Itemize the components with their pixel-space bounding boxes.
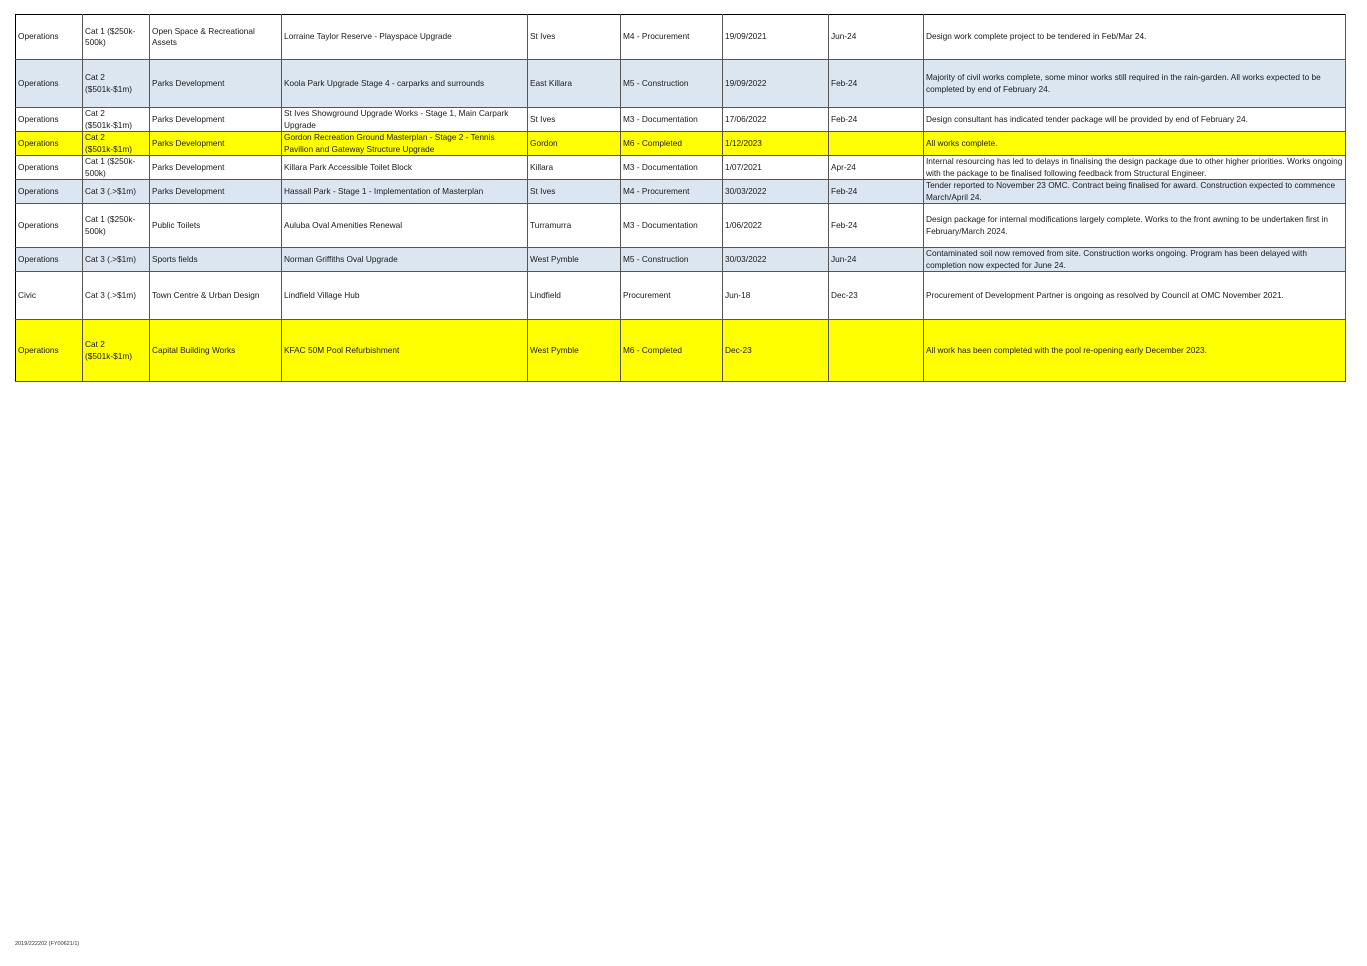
- suburb-cell: East Killara: [528, 60, 621, 108]
- department-cell: Operations: [16, 320, 83, 382]
- project-cell: Hassall Park - Stage 1 - Implementation of Masterplan: [282, 180, 528, 204]
- due-date-cell: Apr-24: [829, 156, 924, 180]
- category-cell: Cat 1 ($250k-500k): [83, 204, 150, 248]
- milestone-cell: M4 - Procurement: [621, 15, 723, 60]
- start-date-cell: Jun-18: [723, 272, 829, 320]
- milestone-cell: Procurement: [621, 272, 723, 320]
- suburb-cell: Lindfield: [528, 272, 621, 320]
- due-date-cell: [829, 320, 924, 382]
- start-date-cell: Dec-23: [723, 320, 829, 382]
- start-date-cell: 17/06/2022: [723, 108, 829, 132]
- milestone-cell: M3 - Documentation: [621, 108, 723, 132]
- department-cell: Operations: [16, 60, 83, 108]
- milestone-cell: M4 - Procurement: [621, 180, 723, 204]
- due-date-cell: Feb-24: [829, 108, 924, 132]
- comments-cell: Majority of civil works complete, some minor works still required in the rain-garden. All works expected to be completed by end of February 24.: [924, 60, 1346, 108]
- program-cell: Open Space & Recreational Assets: [150, 15, 282, 60]
- milestone-cell: M5 - Construction: [621, 60, 723, 108]
- due-date-cell: Jun-24: [829, 15, 924, 60]
- due-date-cell: Feb-24: [829, 180, 924, 204]
- department-cell: Operations: [16, 108, 83, 132]
- department-cell: Operations: [16, 132, 83, 156]
- project-cell: Norman Griffiths Oval Upgrade: [282, 248, 528, 272]
- suburb-cell: St Ives: [528, 180, 621, 204]
- category-cell: Cat 3 (.>$1m): [83, 272, 150, 320]
- milestone-cell: M6 - Completed: [621, 132, 723, 156]
- project-cell: Lindfield Village Hub: [282, 272, 528, 320]
- comments-cell: Design consultant has indicated tender package will be provided by end of February 24.: [924, 108, 1346, 132]
- start-date-cell: 19/09/2022: [723, 60, 829, 108]
- category-cell: Cat 2 ($501k-$1m): [83, 320, 150, 382]
- project-cell: KFAC 50M Pool Refurbishment: [282, 320, 528, 382]
- table-row: [16, 272, 1346, 320]
- table-row: [16, 248, 1346, 272]
- start-date-cell: 30/03/2022: [723, 180, 829, 204]
- program-cell: Parks Development: [150, 60, 282, 108]
- project-cell: St Ives Showground Upgrade Works - Stage 1, Main Carpark Upgrade: [282, 108, 528, 132]
- project-cell: Auluba Oval Amenities Renewal: [282, 204, 528, 248]
- comments-cell: Design work complete project to be tendered in Feb/Mar 24.: [924, 15, 1346, 60]
- suburb-cell: West Pymble: [528, 248, 621, 272]
- table-row: [16, 320, 1346, 382]
- department-cell: Operations: [16, 156, 83, 180]
- program-cell: Parks Development: [150, 108, 282, 132]
- comments-cell: Procurement of Development Partner is ongoing as resolved by Council at OMC November 2021.: [924, 272, 1346, 320]
- category-cell: Cat 2 ($501k-$1m): [83, 60, 150, 108]
- program-cell: Town Centre & Urban Design: [150, 272, 282, 320]
- program-cell: Parks Development: [150, 132, 282, 156]
- program-cell: Parks Development: [150, 156, 282, 180]
- table-row: [16, 60, 1346, 108]
- category-cell: Cat 2 ($501k-$1m): [83, 108, 150, 132]
- category-cell: Cat 1 ($250k-500k): [83, 15, 150, 60]
- milestone-cell: M3 - Documentation: [621, 156, 723, 180]
- project-cell: Killara Park Accessible Toilet Block: [282, 156, 528, 180]
- milestone-cell: M5 - Construction: [621, 248, 723, 272]
- table-row: [16, 15, 1346, 60]
- program-cell: Public Toilets: [150, 204, 282, 248]
- suburb-cell: Gordon: [528, 132, 621, 156]
- comments-cell: Internal resourcing has led to delays in finalising the design package due to other higher priorities. Works ongoing with the package to be finalised following feedback from Structural Engineer.: [924, 156, 1346, 180]
- suburb-cell: West Pymble: [528, 320, 621, 382]
- suburb-cell: Killara: [528, 156, 621, 180]
- milestone-cell: M3 - Documentation: [621, 204, 723, 248]
- department-cell: Operations: [16, 248, 83, 272]
- department-cell: Operations: [16, 204, 83, 248]
- suburb-cell: Turramurra: [528, 204, 621, 248]
- program-cell: Parks Development: [150, 180, 282, 204]
- start-date-cell: 1/07/2021: [723, 156, 829, 180]
- due-date-cell: Dec-23: [829, 272, 924, 320]
- program-cell: Sports fields: [150, 248, 282, 272]
- table-row: [16, 108, 1346, 132]
- category-cell: Cat 1 ($250k-500k): [83, 156, 150, 180]
- department-cell: Operations: [16, 15, 83, 60]
- projects-table: [15, 14, 1346, 382]
- milestone-cell: M6 - Completed: [621, 320, 723, 382]
- due-date-cell: Feb-24: [829, 60, 924, 108]
- project-cell: Lorraine Taylor Reserve - Playspace Upgrade: [282, 15, 528, 60]
- comments-cell: All works complete.: [924, 132, 1346, 156]
- category-cell: Cat 3 (.>$1m): [83, 180, 150, 204]
- program-cell: Capital Building Works: [150, 320, 282, 382]
- table-row: [16, 132, 1346, 156]
- due-date-cell: [829, 132, 924, 156]
- suburb-cell: St Ives: [528, 108, 621, 132]
- table-row: [16, 180, 1346, 204]
- project-cell: Koola Park Upgrade Stage 4 - carparks and surrounds: [282, 60, 528, 108]
- comments-cell: Contaminated soil now removed from site. Construction works ongoing. Program has been delayed with completion now expected for June 24.: [924, 248, 1346, 272]
- suburb-cell: St Ives: [528, 15, 621, 60]
- comments-cell: Design package for internal modifications largely complete. Works to the front awning to be undertaken first in February/March 2024.: [924, 204, 1346, 248]
- table-row: [16, 156, 1346, 180]
- project-cell: Gordon Recreation Ground Masterplan - Stage 2 - Tennis Pavilion and Gateway Structure Upgrade: [282, 132, 528, 156]
- category-cell: Cat 2 ($501k-$1m): [83, 132, 150, 156]
- start-date-cell: 1/12/2023: [723, 132, 829, 156]
- start-date-cell: 19/09/2021: [723, 15, 829, 60]
- department-cell: Civic: [16, 272, 83, 320]
- start-date-cell: 1/06/2022: [723, 204, 829, 248]
- table-row: [16, 204, 1346, 248]
- document-reference: 2019/222202 (FY00621/1): [15, 941, 80, 947]
- category-cell: Cat 3 (.>$1m): [83, 248, 150, 272]
- due-date-cell: Jun-24: [829, 248, 924, 272]
- department-cell: Operations: [16, 180, 83, 204]
- comments-cell: All work has been completed with the pool re-opening early December 2023.: [924, 320, 1346, 382]
- comments-cell: Tender reported to November 23 OMC. Contract being finalised for award. Construction expected to commence March/April 24.: [924, 180, 1346, 204]
- start-date-cell: 30/03/2022: [723, 248, 829, 272]
- due-date-cell: Feb-24: [829, 204, 924, 248]
